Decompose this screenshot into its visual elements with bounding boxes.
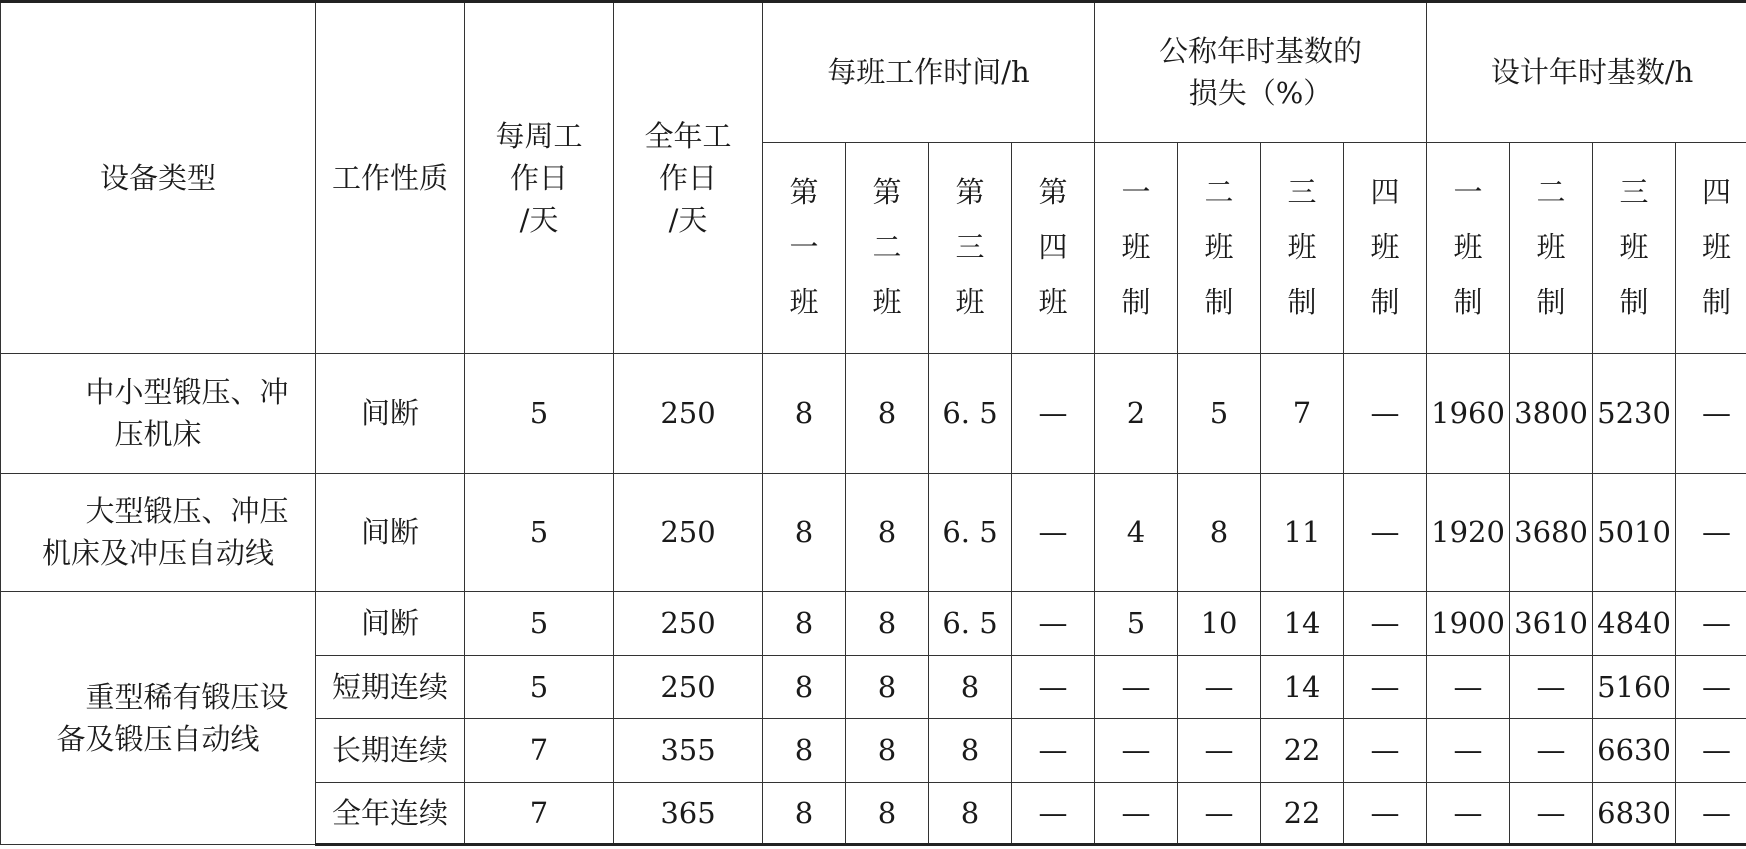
header-loss-line: 公称年时基数的	[1159, 34, 1363, 69]
shift-value-cell: —	[1012, 719, 1095, 782]
shift-value-cell: 8	[846, 592, 929, 655]
header-weekly-days-line: 作日	[509, 161, 568, 196]
vertical-char: 第	[1038, 175, 1068, 210]
shift-value-cell: —	[1012, 354, 1095, 474]
vertical-char: 一	[1121, 175, 1151, 210]
vertical-char: 班	[1038, 285, 1068, 320]
work-nature-cell: 间断	[316, 354, 465, 474]
loss-value-cell: —	[1344, 592, 1427, 655]
vertical-char: 二	[1536, 175, 1566, 210]
shift-value-cell: 8	[763, 592, 846, 655]
design-value-cell: 3610	[1510, 592, 1593, 655]
weekly-days-cell: 5	[465, 592, 614, 655]
shift-value-cell: 8	[846, 354, 929, 474]
header-loss-system-2	[1178, 142, 1261, 354]
header-shift-hours: 每班工作时间/h	[763, 2, 1095, 143]
design-value-cell: —	[1676, 655, 1746, 718]
equipment-type-line: 重型稀有锻压设	[85, 680, 289, 715]
shift-value-cell: 8	[846, 782, 929, 844]
vertical-char: 三	[955, 230, 985, 265]
table-row	[1, 354, 1746, 474]
shift-value-cell: 8	[929, 655, 1012, 718]
design-value-cell: 3680	[1510, 473, 1593, 591]
header-loss-system-3	[1261, 142, 1344, 354]
loss-value-cell: —	[1095, 655, 1178, 718]
header-design-system-4	[1676, 142, 1746, 354]
equipment-type-line: 压机床	[114, 417, 202, 452]
header-work-nature: 工作性质	[316, 2, 465, 354]
vertical-char: 班	[1453, 230, 1483, 265]
table-row	[1, 592, 1746, 655]
vertical-char: 制	[1536, 285, 1566, 320]
loss-value-cell: 14	[1261, 592, 1344, 655]
vertical-char: 第	[789, 175, 819, 210]
loss-value-cell: —	[1344, 354, 1427, 474]
header-equipment-type: 设备类型	[1, 2, 316, 354]
loss-value-cell: 5	[1095, 592, 1178, 655]
vertical-char: 三	[1619, 175, 1649, 210]
shift-value-cell: 6. 5	[929, 354, 1012, 474]
design-value-cell: 6630	[1593, 719, 1676, 782]
vertical-char: 二	[1204, 175, 1234, 210]
loss-value-cell: 11	[1261, 473, 1344, 591]
weekly-days-cell: 5	[465, 473, 614, 591]
shift-value-cell: 6. 5	[929, 473, 1012, 591]
loss-value-cell: 14	[1261, 655, 1344, 718]
vertical-char: 制	[1204, 285, 1234, 320]
vertical-char: 四	[1702, 175, 1732, 210]
equipment-type-cell	[1, 592, 316, 845]
design-value-cell: 1900	[1427, 592, 1510, 655]
loss-value-cell: —	[1344, 655, 1427, 718]
vertical-char: 班	[1370, 230, 1400, 265]
vertical-char: 第	[872, 175, 902, 210]
shift-value-cell: 8	[929, 782, 1012, 844]
vertical-char: 一	[789, 230, 819, 265]
shift-value-cell: 8	[846, 473, 929, 591]
header-weekly-days-line: 每周工	[495, 119, 583, 154]
shift-value-cell: 8	[763, 655, 846, 718]
design-value-cell: —	[1676, 782, 1746, 844]
shift-value-cell: 8	[846, 655, 929, 718]
design-value-cell: 3800	[1510, 354, 1593, 474]
annual-days-cell: 365	[614, 782, 763, 844]
header-loss	[1095, 2, 1427, 143]
weekly-days-cell: 5	[465, 354, 614, 474]
design-value-cell: 6830	[1593, 782, 1676, 844]
design-value-cell: 5010	[1593, 473, 1676, 591]
header-shift-1	[763, 142, 846, 354]
vertical-char: 制	[1287, 285, 1317, 320]
design-value-cell: —	[1510, 782, 1593, 844]
equipment-type-line: 中小型锻压、冲	[85, 375, 289, 410]
header-loss-line: 损失（%）	[1188, 76, 1333, 111]
vertical-char: 班	[1619, 230, 1649, 265]
shift-value-cell: —	[1012, 473, 1095, 591]
vertical-char: 制	[1121, 285, 1151, 320]
header-shift-2	[846, 142, 929, 354]
table-row	[1, 473, 1746, 591]
shift-value-cell: 8	[763, 354, 846, 474]
loss-value-cell: 10	[1178, 592, 1261, 655]
shift-value-cell: —	[1012, 655, 1095, 718]
vertical-char: 制	[1370, 285, 1400, 320]
header-design-system-2	[1510, 142, 1593, 354]
loss-value-cell: —	[1095, 719, 1178, 782]
equipment-type-line: 备及锻压自动线	[56, 722, 260, 757]
header-annual-days-line: /天	[668, 203, 708, 238]
work-nature-cell: 短期连续	[316, 655, 465, 718]
equipment-type-cell	[1, 473, 316, 591]
header-shift-4	[1012, 142, 1095, 354]
loss-value-cell: —	[1178, 719, 1261, 782]
loss-value-cell: 5	[1178, 354, 1261, 474]
loss-value-cell: 8	[1178, 473, 1261, 591]
loss-value-cell: 4	[1095, 473, 1178, 591]
loss-value-cell: 22	[1261, 782, 1344, 844]
vertical-char: 班	[789, 285, 819, 320]
annual-days-cell: 250	[614, 592, 763, 655]
vertical-char: 班	[872, 285, 902, 320]
weekly-days-cell: 5	[465, 655, 614, 718]
vertical-char: 班	[1121, 230, 1151, 265]
vertical-char: 四	[1038, 230, 1068, 265]
loss-value-cell: 7	[1261, 354, 1344, 474]
header-design-hours: 设计年时基数/h	[1427, 2, 1746, 143]
work-nature-cell: 间断	[316, 592, 465, 655]
design-value-cell: 5230	[1593, 354, 1676, 474]
equipment-type-cell	[1, 354, 316, 474]
loss-value-cell: —	[1178, 655, 1261, 718]
vertical-char: 班	[955, 285, 985, 320]
shift-value-cell: —	[1012, 782, 1095, 844]
header-design-system-3	[1593, 142, 1676, 354]
loss-value-cell: 22	[1261, 719, 1344, 782]
design-value-cell: 1960	[1427, 354, 1510, 474]
design-value-cell: 5160	[1593, 655, 1676, 718]
vertical-char: 制	[1702, 285, 1732, 320]
design-value-cell: —	[1676, 473, 1746, 591]
annual-days-cell: 355	[614, 719, 763, 782]
design-value-cell: —	[1676, 354, 1746, 474]
shift-value-cell: 8	[763, 782, 846, 844]
loss-value-cell: —	[1178, 782, 1261, 844]
loss-value-cell: —	[1344, 782, 1427, 844]
header-weekly-days	[465, 2, 614, 354]
design-value-cell: 4840	[1593, 592, 1676, 655]
vertical-char: 班	[1204, 230, 1234, 265]
design-value-cell: —	[1676, 592, 1746, 655]
loss-value-cell: —	[1344, 473, 1427, 591]
vertical-char: 二	[872, 230, 902, 265]
equipment-type-line: 机床及冲压自动线	[41, 536, 274, 571]
vertical-char: 制	[1619, 285, 1649, 320]
header-loss-system-1	[1095, 142, 1178, 354]
shift-value-cell: 6. 5	[929, 592, 1012, 655]
design-value-cell: —	[1427, 719, 1510, 782]
shift-value-cell: —	[1012, 592, 1095, 655]
vertical-char: 班	[1702, 230, 1732, 265]
design-value-cell: —	[1427, 655, 1510, 718]
header-annual-days	[614, 2, 763, 354]
vertical-char: 第	[955, 175, 985, 210]
vertical-char: 班	[1536, 230, 1566, 265]
work-nature-cell: 间断	[316, 473, 465, 591]
header-design-system-1	[1427, 142, 1510, 354]
shift-value-cell: 8	[763, 719, 846, 782]
header-shift-3	[929, 142, 1012, 354]
annual-days-cell: 250	[614, 354, 763, 474]
weekly-days-cell: 7	[465, 782, 614, 844]
annual-days-cell: 250	[614, 473, 763, 591]
design-value-cell: —	[1427, 782, 1510, 844]
vertical-char: 三	[1287, 175, 1317, 210]
work-nature-cell: 长期连续	[316, 719, 465, 782]
shift-value-cell: 8	[929, 719, 1012, 782]
design-value-cell: —	[1676, 719, 1746, 782]
header-weekly-days-line: /天	[519, 203, 559, 238]
shift-value-cell: 8	[846, 719, 929, 782]
vertical-char: 班	[1287, 230, 1317, 265]
header-annual-days-line: 作日	[658, 161, 717, 196]
header-annual-days-line: 全年工	[644, 119, 732, 154]
work-nature-cell: 全年连续	[316, 782, 465, 844]
vertical-char: 四	[1370, 175, 1400, 210]
annual-days-cell: 250	[614, 655, 763, 718]
loss-value-cell: 2	[1095, 354, 1178, 474]
weekly-days-cell: 7	[465, 719, 614, 782]
design-value-cell: —	[1510, 719, 1593, 782]
design-value-cell: 1920	[1427, 473, 1510, 591]
vertical-char: 制	[1453, 285, 1483, 320]
loss-value-cell: —	[1095, 782, 1178, 844]
vertical-char: 一	[1453, 175, 1483, 210]
equipment-type-line: 大型锻压、冲压	[85, 494, 289, 529]
shift-value-cell: 8	[763, 473, 846, 591]
design-value-cell: —	[1510, 655, 1593, 718]
header-loss-system-4	[1344, 142, 1427, 354]
loss-value-cell: —	[1344, 719, 1427, 782]
